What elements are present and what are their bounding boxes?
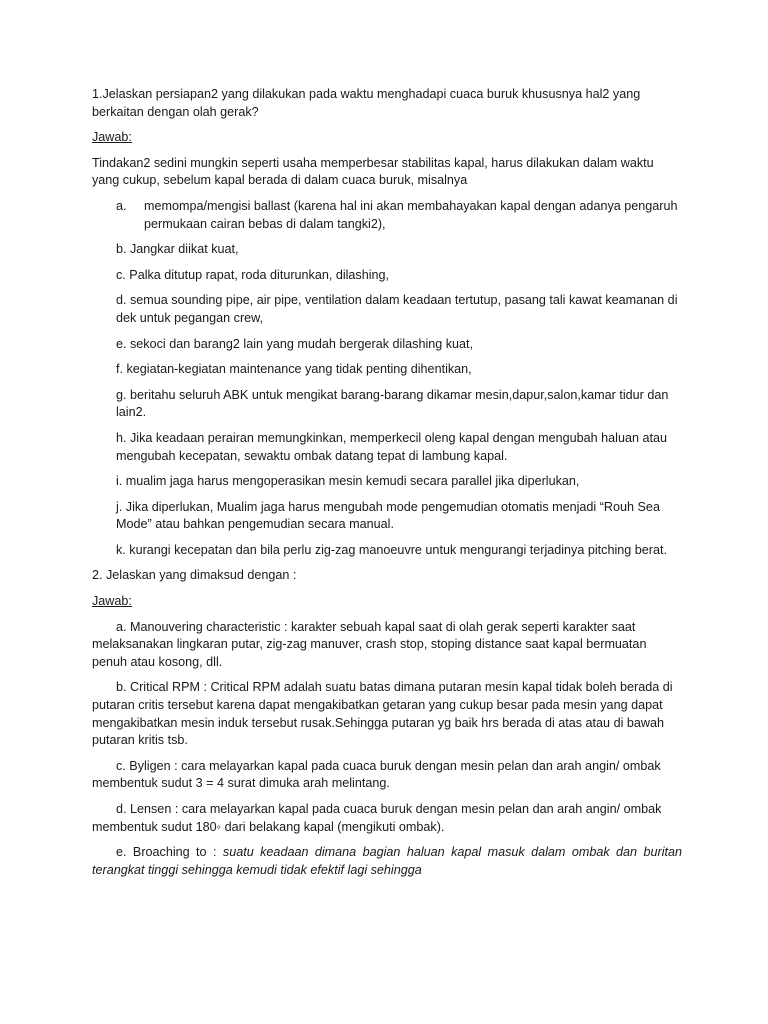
definition-d: d. Lensen : cara melayarkan kapal pada cuaca buruk dengan mesin pelan dan arah angin/ ombak membentuk sudut 180◦ dari belakang kapal (mengikuti ombak).	[92, 802, 662, 834]
list-item-h: h. Jika keadaan perairan memungkinkan, memperkecil oleng kapal dengan mengubah haluan atau mengubah kecepatan, sewaktu ombak datang tepat di lambung kapal.	[116, 430, 667, 463]
question-1: 1.Jelaskan persiapan2 yang dilakukan pada waktu menghadapi cuaca buruk khususnya hal2 yang berkaitan dengan olah gerak?	[92, 87, 641, 119]
definition-e-label: e. Broaching to :	[116, 845, 217, 860]
list-item-d: d. semua sounding pipe, air pipe, ventilation dalam keadaan tertutup, pasang tali kawat keamanan di dek untuk pegangan crew,	[116, 293, 678, 325]
list-item-j: j. Jika diperlukan, Mualim jaga harus mengubah mode pengemudian otomatis menjadi “Rouh Sea Mode” atau bahkan pengemudian secara manual.	[116, 499, 660, 532]
question-2: 2. Jelaskan yang dimaksud dengan :	[92, 568, 297, 583]
list-item-c: c. Palka ditutup rapat, roda diturunkan, dilashing,	[116, 267, 390, 282]
definition-a: a. Manouvering characteristic : karakter sebuah kapal saat di olah gerak seperti karakter saat melaksanakan lingkaran putar, zig-zag manuver, crash stop, stoping distance saat kapal bermuatan penuh atau kosong, dll.	[92, 619, 647, 669]
definition-b: b. Critical RPM : Critical RPM adalah suatu batas dimana putaran mesin kapal tidak boleh berada di putaran critis tersebut karena dapat mengakibatkan getaran yang cukup besar pada mesin yang dapat mengakibatkan mesin induk tersebut rusak.Sehingga putaran yg baik hrs berada di atas atau di bawah putaran kritis tsb.	[92, 680, 673, 748]
document-page	[92, 86, 682, 887]
list-item-b: b. Jangkar diikat kuat,	[116, 242, 239, 257]
list-item-k: k. kurangi kecepatan dan bila perlu zig-zag manoeuvre untuk mengurangi terjadinya pitching berat.	[116, 542, 667, 557]
list-item-f: f. kegiatan-kegiatan maintenance yang tidak penting dihentikan,	[116, 362, 472, 377]
list-item-e: e. sekoci dan barang2 lain yang mudah bergerak dilashing kuat,	[116, 336, 474, 351]
answer-label-2: Jawab:	[92, 594, 132, 609]
definition-e	[92, 844, 682, 879]
definition-c: c. Byligen : cara melayarkan kapal pada cuaca buruk dengan mesin pelan dan arah angin/ ombak membentuk sudut 3 = 4 surat dimuka arah melintang.	[92, 758, 661, 791]
list-item-text: memompa/mengisi ballast (karena hal ini akan membahayakan kapal dengan adanya pengaruh permukaan cairan bebas di dalam tangki2),	[144, 198, 678, 231]
list-marker: a.	[116, 198, 127, 213]
answer-intro: Tindakan2 sedini mungkin seperti usaha memperbesar stabilitas kapal, harus dilakukan dalam waktu yang cukup, sebelum kapal berada di dalam cuaca buruk, misalnya	[92, 155, 654, 188]
list-item-i: i. mualim jaga harus mengoperasikan mesin kemudi secara parallel jika diperlukan,	[116, 474, 580, 489]
answer-label-1: Jawab:	[92, 130, 132, 145]
definition-e-text: suatu keadaan dimana bagian haluan kapal masuk dalam ombak dan buritan terangkat tinggi sehingga kemudi tidak efektif lagi sehingga	[92, 845, 682, 877]
list-item-a	[116, 198, 682, 233]
list-item-g: g. beritahu seluruh ABK untuk mengikat barang-barang dikamar mesin,dapur,salon,kamar tidur dan lain2.	[116, 387, 669, 420]
